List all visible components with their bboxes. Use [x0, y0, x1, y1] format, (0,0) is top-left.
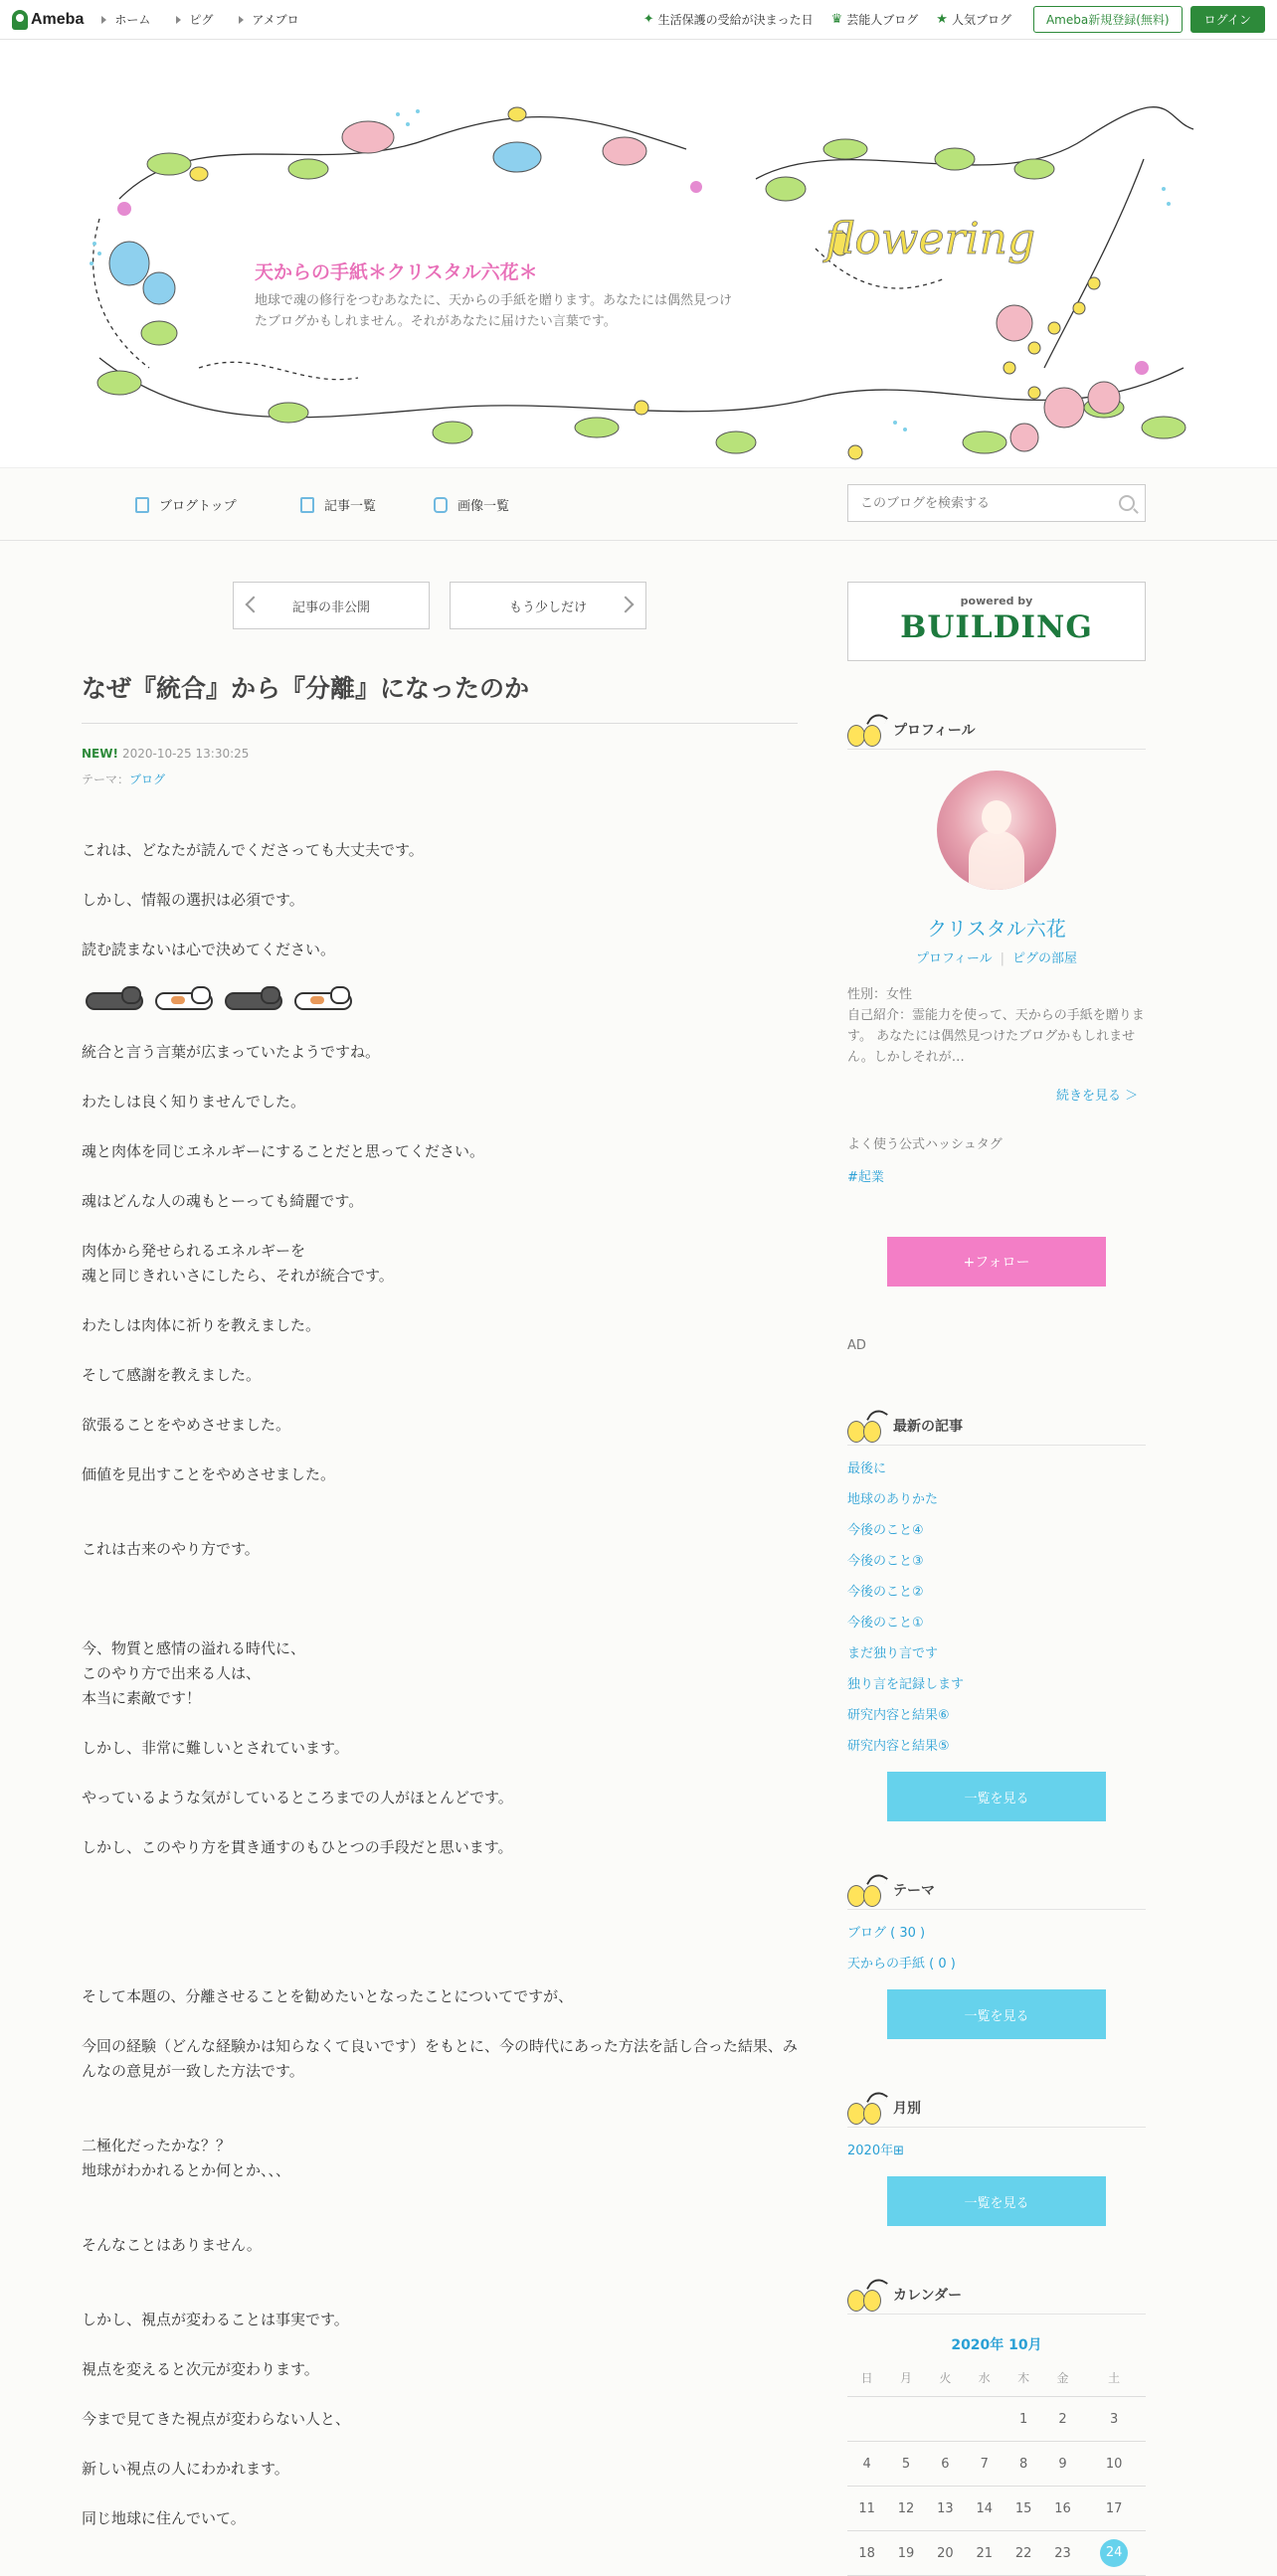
recent-entry-link[interactable]: 今後のこと①	[847, 1616, 924, 1631]
article-paragraph: しかし、視点が変わることは事実です。	[82, 2311, 349, 2328]
ameba-logo[interactable]	[12, 10, 84, 30]
calendar-day-number: 10	[1105, 2456, 1123, 2472]
recent-entries-heading-label: 最新の記事	[893, 1419, 963, 1435]
recent-entry-link[interactable]: 独り言を記録します	[847, 1677, 965, 1692]
calendar-day[interactable]	[1082, 2442, 1146, 2487]
calendar-day	[847, 2397, 886, 2442]
recent-entries-heading	[847, 1407, 1146, 1446]
blog-title[interactable]: 天からの手紙＊クリスタル六花＊	[255, 261, 538, 283]
subnav-entry-list[interactable]	[300, 495, 376, 514]
article-paragraph: 今まで見てきた視点が変わらない人と、	[82, 2410, 351, 2428]
article-paragraph: そして本題の、分離させることを勧めたいとなったことについてですが、	[82, 1987, 574, 2005]
celebrity-blog-link[interactable]	[831, 11, 919, 28]
calendar-day[interactable]	[1004, 2531, 1043, 2576]
hot-topic-link[interactable]	[643, 11, 814, 28]
article-paragraph: わたしは肉体に祈りを教えました。	[82, 1316, 321, 1334]
cat-emoji	[290, 984, 356, 1014]
article-paragraph: 新しい視点の人にわかれます。	[82, 2460, 289, 2478]
nav-link-pigg[interactable]	[176, 11, 213, 28]
calendar-day-number: 14	[976, 2500, 994, 2516]
popular-blog-link[interactable]	[936, 11, 1011, 28]
subnav-image-list-label: 画像一覧	[457, 499, 510, 514]
subnav-blog-top-label: ブログトップ	[159, 499, 237, 514]
hot-topic-label: 生活保護の受給が決まった日	[657, 13, 814, 27]
calendar-day-number: 19	[897, 2545, 915, 2561]
themes-heading-label: テーマ	[893, 1883, 935, 1899]
calendar-day-number: 8	[1019, 2456, 1028, 2472]
calendar-day[interactable]	[1043, 2397, 1082, 2442]
triangle-icon	[239, 16, 244, 24]
calendar-day-number: 20	[937, 2545, 954, 2561]
article-paragraph: そして感謝を教えました。	[82, 1366, 262, 1384]
calendar-body	[847, 2397, 1146, 2576]
cat-emoji	[151, 984, 217, 1014]
profile-link[interactable]: プロフィール	[915, 951, 993, 966]
ameba-top-bar	[0, 0, 1277, 40]
triangle-icon	[101, 16, 106, 24]
calendar-day[interactable]	[1043, 2442, 1082, 2487]
hashtag-link[interactable]: #起業	[847, 1170, 884, 1185]
calendar-day-number: 16	[1054, 2500, 1071, 2516]
blog-search	[847, 484, 1146, 522]
theme-link[interactable]: ブログ ( 30 )	[847, 1926, 926, 1941]
entry-pager	[233, 582, 646, 629]
theme-label: テーマ：	[82, 773, 130, 786]
calendar-week-row	[847, 2531, 1146, 2576]
floral-frame-artwork	[0, 40, 1277, 467]
calendar-day-number: 5	[901, 2456, 911, 2472]
pigg-room-link[interactable]: ピグの部屋	[1012, 951, 1078, 966]
calendar-day-number: 23	[1054, 2545, 1071, 2561]
calendar-day-number: 7	[980, 2456, 989, 2472]
flower-icon	[847, 1411, 887, 1441]
popular-blog-label: 人気ブログ	[951, 13, 1011, 27]
calendar-month: 2020年 10月	[951, 2337, 1042, 2353]
calendar-day[interactable]	[847, 2487, 886, 2531]
hashtag-heading: よく使う公式ハッシュタグ	[847, 1137, 1003, 1152]
article-theme-link[interactable]: ブログ	[129, 773, 166, 786]
article-paragraph: 読む読まないは心で決めてください。	[82, 941, 336, 958]
calendar-day[interactable]	[1082, 2487, 1146, 2531]
register-button[interactable]: Ameba新規登録(無料)	[1033, 6, 1183, 33]
subnav-image-list[interactable]	[434, 495, 509, 514]
ameba-logo-text: Ameba	[31, 10, 85, 28]
article-paragraph: 欲張ることをやめさせました。	[82, 1416, 291, 1434]
monthly-heading-label: 月別	[893, 2101, 921, 2117]
profile-intro: 自己紹介：霊能力を使って、天からの手紙を贈ります。 あなたには偶然見つけたブログかもしれません。しかしそれが…	[847, 1008, 1145, 1065]
calendar-day[interactable]	[1082, 2397, 1146, 2442]
subnav-entry-list-label: 記事一覧	[324, 499, 377, 514]
recent-entries-list	[847, 1454, 964, 1762]
article-paragraph: わたしは良く知りませんでした。	[82, 1093, 306, 1111]
flower-icon	[847, 715, 887, 745]
month-link[interactable]: 2020年⊞	[847, 2144, 904, 2158]
article-paragraph: これは、どなたが読んでくださっても大丈夫です。	[82, 841, 424, 859]
powered-by-text: powered by	[960, 595, 1033, 607]
theme-link[interactable]: 天からの手紙 ( 0 )	[847, 1957, 956, 1972]
chevron-left-icon	[246, 597, 263, 613]
blog-description: 地球で魂の修行をつむあなたに、天からの手紙を贈ります。あなたには偶然見つけたブログかもしれません。それがあなたに届けたい言葉です。	[255, 293, 732, 329]
crown-icon: ♛	[830, 12, 843, 27]
calendar-day[interactable]	[1043, 2531, 1082, 2576]
calendar-day[interactable]	[1004, 2397, 1043, 2442]
new-badge: NEW!	[82, 747, 118, 761]
blog-subnav	[0, 468, 1277, 541]
recent-entry-link[interactable]: 地球のありかた	[847, 1492, 939, 1507]
weekday-label: 土	[1082, 2358, 1146, 2397]
avatar[interactable]	[937, 771, 1056, 890]
monthly-view-all-button[interactable]: 一覧を見る	[887, 2176, 1106, 2226]
profile-heading	[847, 711, 1146, 750]
follow-button[interactable]: +フォロー	[887, 1237, 1106, 1287]
calendar-day-number: 1	[1019, 2411, 1028, 2427]
next-entry-label: もう少しだけ	[508, 600, 587, 615]
calendar-day[interactable]	[965, 2531, 1003, 2576]
subnav-blog-top[interactable]	[135, 495, 237, 514]
weekday-label: 木	[1004, 2358, 1043, 2397]
calendar-day[interactable]	[1043, 2487, 1082, 2531]
calendar-day-number: 22	[1014, 2545, 1032, 2561]
profile-name[interactable]: クリスタル六花	[927, 917, 1066, 941]
search-icon[interactable]	[1119, 495, 1135, 511]
calendar-week-row	[847, 2442, 1146, 2487]
weekday-label: 金	[1043, 2358, 1082, 2397]
monthly-heading	[847, 2089, 1146, 2128]
article-title[interactable]: なぜ『統合』から『分離』になったのか	[82, 669, 798, 724]
themes-list	[847, 1918, 956, 1979]
article-paragraph: 同じ地球に住んでいて。	[82, 2509, 246, 2527]
calendar-day-number: 24	[1100, 2539, 1128, 2567]
cat-emoji-row	[82, 984, 356, 1014]
recent-entry-link[interactable]: 今後のこと②	[847, 1585, 924, 1600]
calendar-day[interactable]	[1004, 2442, 1043, 2487]
next-entry-button[interactable]	[450, 582, 646, 629]
themes-heading	[847, 1871, 1146, 1910]
flowering-artwork-text: flowering	[825, 214, 1036, 264]
article-paragraph: しかし、このやり方を貫き通すのもひとつの手段だと思います。	[82, 1838, 513, 1856]
nav-link-pigg-label: ピグ	[189, 13, 214, 27]
article-paragraph: やっているような気がしているところまでの人がほとんどです。	[82, 1789, 513, 1806]
calendar-day	[965, 2397, 1003, 2442]
nav-link-home-label: ホーム	[114, 13, 151, 27]
calendar-table	[847, 2358, 1146, 2576]
calendar-day[interactable]	[926, 2531, 965, 2576]
article-paragraph: 今回の経験（どんな経験かは知らなくて良いです）をもとに、今の時代にあった方法を話し合った結果、みんなの意見が一致した方法です。	[82, 2037, 798, 2080]
calendar-day-number: 15	[1014, 2500, 1032, 2516]
document-icon	[135, 497, 149, 513]
flower-icon	[847, 2093, 887, 2123]
monthly-list	[847, 2136, 904, 2166]
weekday-label: 火	[926, 2358, 965, 2397]
cat-emoji	[82, 984, 147, 1014]
calendar-day-number: 17	[1105, 2500, 1123, 2516]
article-paragraph: 統合と言う言葉が広まっていたようですね。	[82, 1043, 381, 1061]
calendar-day[interactable]	[926, 2487, 965, 2531]
weekday-label: 水	[965, 2358, 1003, 2397]
recent-entry-link[interactable]: 最後に	[847, 1461, 887, 1476]
flower-icon	[847, 2280, 887, 2310]
profile-links: プロフィール | ピグの部屋	[915, 951, 1078, 966]
calendar-day-number: 11	[858, 2500, 875, 2516]
blog-header	[0, 40, 1277, 468]
calendar-day-number: 9	[1058, 2456, 1067, 2472]
login-button[interactable]: ログイン	[1190, 6, 1265, 33]
chevron-right-icon	[618, 597, 635, 613]
nav-link-home[interactable]	[101, 11, 150, 28]
calendar-day[interactable]	[926, 2442, 965, 2487]
prev-entry-button[interactable]	[233, 582, 430, 629]
calendar-heading-label: カレンダー	[893, 2288, 963, 2304]
camera-icon	[434, 497, 448, 513]
article-meta	[82, 741, 249, 792]
calendar-day[interactable]	[1082, 2531, 1146, 2576]
clover-icon: ✦	[642, 12, 654, 27]
article-paragraph: 魂と肉体を同じエネルギーにすることだと思ってください。	[82, 1142, 485, 1160]
calendar-day-number: 2	[1058, 2411, 1067, 2427]
calendar-day-number: 6	[941, 2456, 950, 2472]
article-paragraph: 二極化だったかな？？ 地球がわかれるとか何とか、、、	[82, 2137, 291, 2179]
calendar-day-number: 18	[858, 2545, 875, 2561]
nav-link-ameblo-label: アメブロ	[252, 13, 299, 27]
celebrity-blog-label: 芸能人ブログ	[846, 13, 919, 27]
calendar-day[interactable]	[886, 2531, 925, 2576]
article-paragraph: 視点を変えると次元が変わります。	[82, 2360, 319, 2378]
copy-icon	[300, 497, 314, 513]
ad-label: AD	[847, 1338, 866, 1353]
calendar-day[interactable]	[847, 2442, 886, 2487]
recent-entry-link[interactable]: 研究内容と結果⑤	[847, 1739, 950, 1754]
calendar-week-row	[847, 2397, 1146, 2442]
calendar-day[interactable]	[1004, 2487, 1043, 2531]
calendar-day[interactable]	[847, 2531, 886, 2576]
calendar-day-number: 21	[976, 2545, 994, 2561]
article-paragraph: これは古来のやり方です。	[82, 1540, 260, 1558]
weekday-label: 日	[847, 2358, 886, 2397]
article-paragraph: 魂はどんな人の魂もとーっても綺麗です。	[82, 1192, 364, 1210]
calendar-day-number: 4	[862, 2456, 871, 2472]
building-banner[interactable]	[847, 582, 1146, 661]
article-paragraph: そんなことはありません。	[82, 2236, 262, 2254]
weekday-label: 月	[886, 2358, 925, 2397]
recent-entry-link[interactable]: 今後のこと③	[847, 1554, 924, 1569]
read-more-link[interactable]: 続きを見る ＞	[1056, 1089, 1139, 1104]
article-datetime: 2020-10-25 13:30:25	[121, 747, 250, 761]
star-icon: ★	[936, 12, 948, 27]
calendar-heading	[847, 2276, 1146, 2315]
calendar-day[interactable]	[965, 2487, 1003, 2531]
article-paragraph: しかし、情報の選択は必須です。	[82, 891, 304, 909]
flower-icon	[847, 1875, 887, 1905]
ameba-logo-icon	[12, 10, 28, 30]
recent-entry-link[interactable]: 今後のこと④	[847, 1523, 924, 1538]
blog-search-input[interactable]	[858, 495, 1119, 512]
calendar-day	[926, 2397, 965, 2442]
recent-entry-link[interactable]: 研究内容と結果⑥	[847, 1708, 950, 1723]
article-paragraph: 今、物質と感情の溢れる時代に、 このやり方で出来る人は、 本当に素敵です！	[82, 1639, 306, 1707]
calendar-day	[886, 2397, 925, 2442]
building-logo-text: BUILDING	[900, 609, 1093, 645]
calendar-day-number: 12	[897, 2500, 915, 2516]
calendar-day[interactable]	[965, 2442, 1003, 2487]
themes-view-all-button[interactable]: 一覧を見る	[887, 1989, 1106, 2039]
article-paragraph: しかし、非常に難しいとされています。	[82, 1739, 349, 1757]
recent-entry-link[interactable]: まだ独り言です	[847, 1646, 939, 1661]
profile-info	[847, 984, 1146, 1068]
calendar-week-row	[847, 2487, 1146, 2531]
profile-gender: 性別：女性	[847, 987, 913, 1002]
profile-heading-label: プロフィール	[893, 723, 976, 739]
calendar-day-number: 3	[1109, 2411, 1119, 2427]
prev-entry-label: 記事の非公開	[291, 600, 370, 615]
recent-entries-view-all-button[interactable]: 一覧を見る	[887, 1772, 1106, 1821]
calendar-day[interactable]	[886, 2442, 925, 2487]
article-paragraph: 価値を見出すことをやめさせました。	[82, 1465, 336, 1483]
nav-link-ameblo[interactable]	[239, 11, 298, 28]
calendar-day-number: 13	[937, 2500, 954, 2516]
article-paragraph: 肉体から発せられるエネルギーを 魂と同じきれいさにしたら、それが統合です。	[82, 1242, 394, 1285]
calendar-day[interactable]	[886, 2487, 925, 2531]
triangle-icon	[176, 16, 181, 24]
cat-emoji	[221, 984, 286, 1014]
